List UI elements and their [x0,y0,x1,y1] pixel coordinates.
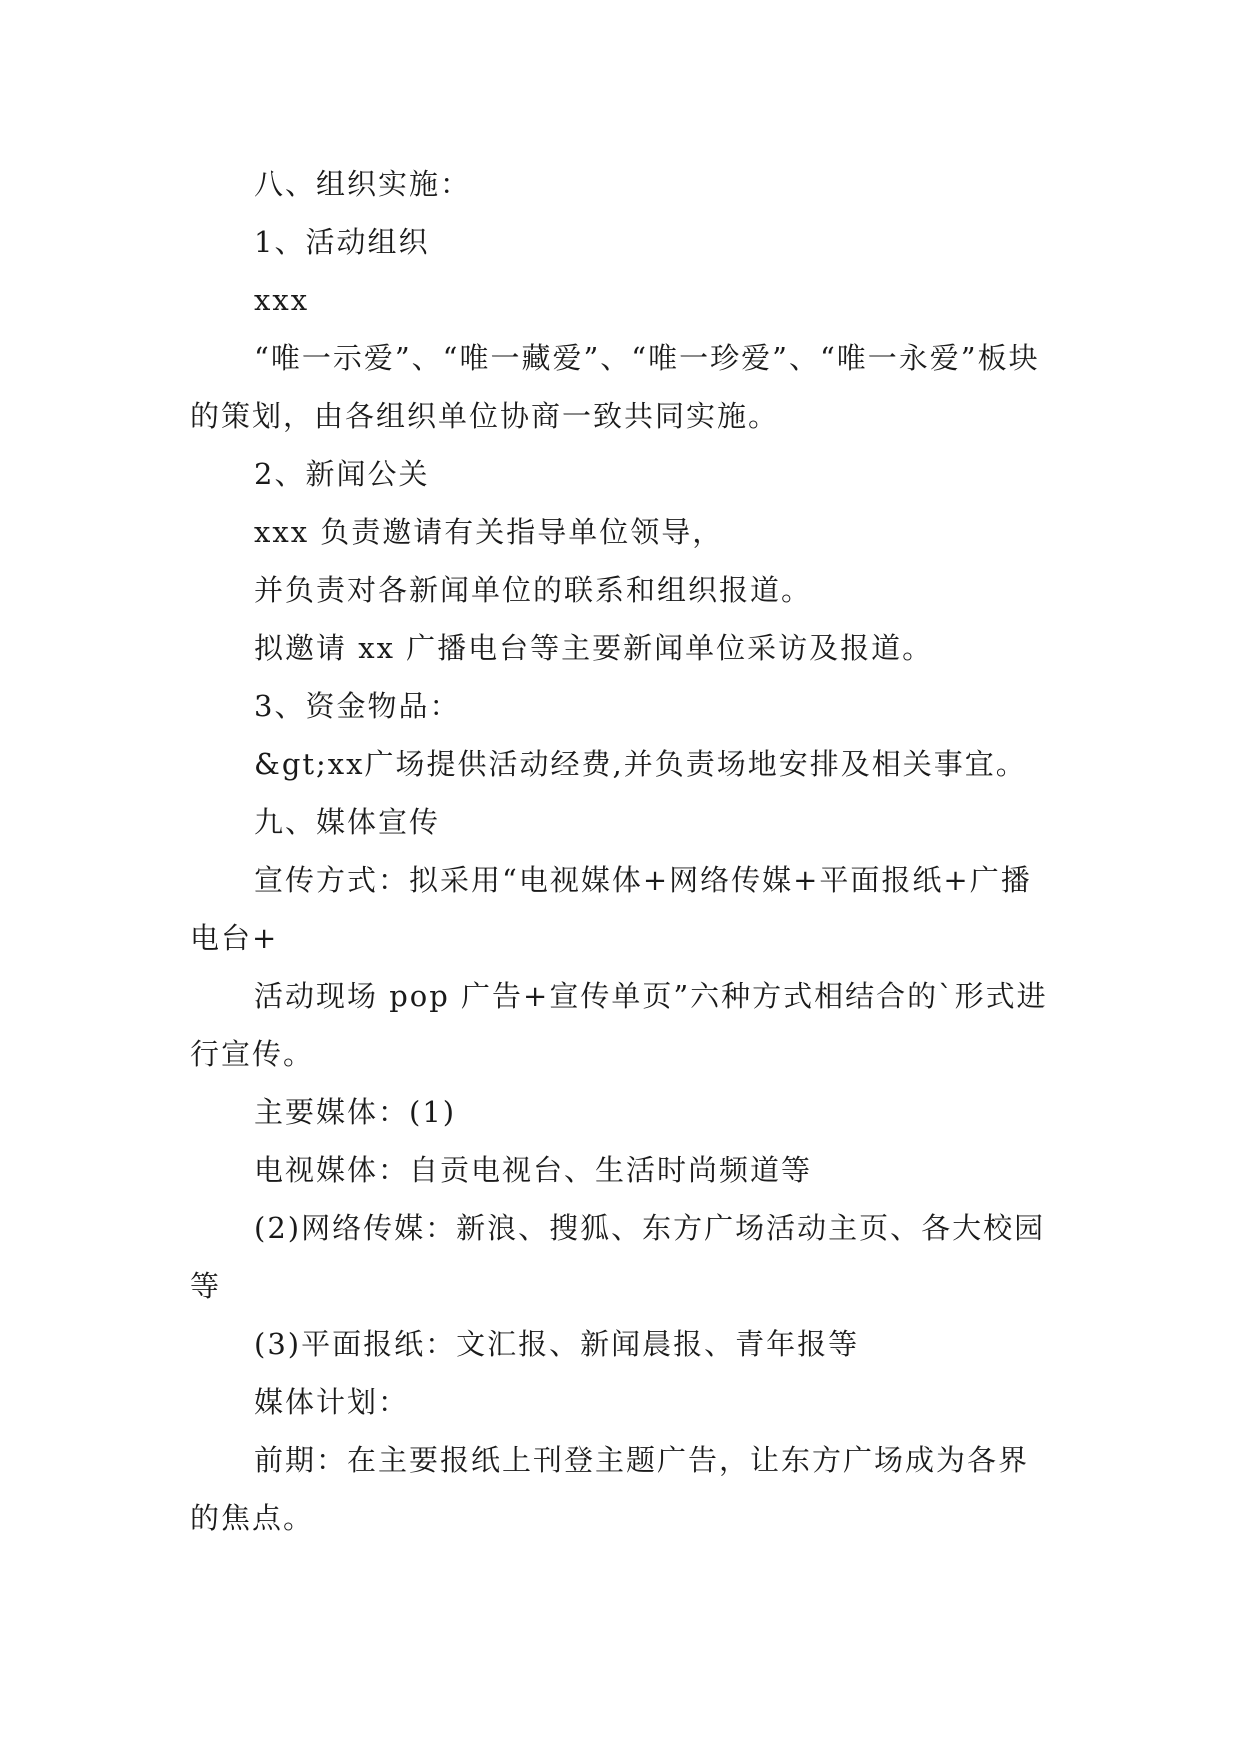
paragraph: 媒体计划： [254,1385,410,1419]
paragraph: 前期：在主要报纸上刊登主题广告，让东方广场成为各界的焦点。 [190,1443,1030,1535]
paragraph: 主要媒体：(1) [254,1095,457,1129]
section-heading-organization: 八、组织实施： [254,167,472,201]
paragraph: xxx 负责邀请有关指导单位领导， [254,515,724,549]
paragraph: (3)平面报纸：文汇报、新闻晨报、青年报等 [254,1327,860,1361]
paragraph: xxx [254,283,310,317]
paragraph: 电视媒体：自贡电视台、生活时尚频道等 [254,1153,813,1187]
paragraph: “唯一示爱”、“唯一藏爱”、“唯一珍爱”、“唯一永爱”板块的策划，由各组织单位协商一致共同实施。 [190,341,1040,433]
paragraph: 拟邀请 xx 广播电台等主要新闻单位采访及报道。 [254,631,934,665]
paragraph: (2)网络传媒：新浪、搜狐、东方广场活动主页、各大校园等 [190,1211,1046,1303]
document-body [190,155,1050,1547]
paragraph: 宣传方式：拟采用“电视媒体+网络传媒+平面报纸+广播电台+ [190,863,1032,955]
paragraph: 并负责对各新闻单位的联系和组织报道。 [254,573,813,607]
subheading-funds-materials: 3、资金物品： [254,689,461,723]
section-heading-media-promotion: 九、媒体宣传 [254,805,441,839]
subheading-activity-organization: 1、活动组织 [254,225,430,259]
subheading-news-pr: 2、新闻公关 [254,457,430,491]
paragraph: &gt;xx广场提供活动经费,并负责场地安排及相关事宜。 [254,747,1027,781]
paragraph: 活动现场 pop 广告+宣传单页”六种方式相结合的`形式进行宣传。 [190,979,1048,1071]
